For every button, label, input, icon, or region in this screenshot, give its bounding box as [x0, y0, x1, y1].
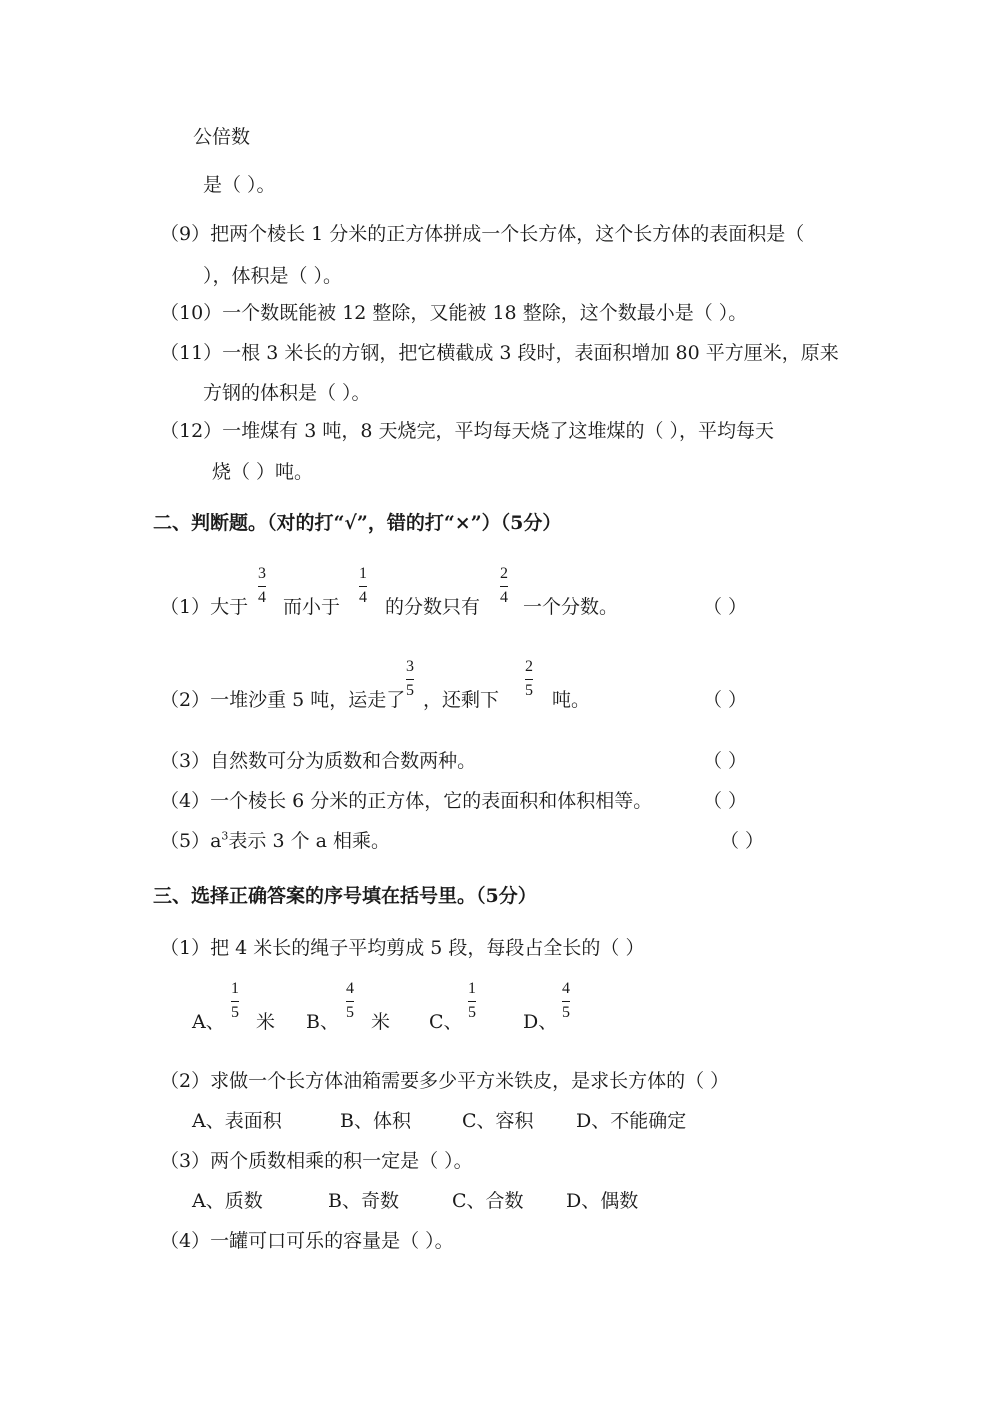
denominator: 4: [258, 589, 266, 606]
denominator: 4: [500, 589, 508, 606]
denominator: 5: [406, 682, 414, 699]
numerator: 2: [500, 565, 508, 582]
numerator: 3: [258, 565, 266, 582]
s2-q1-fraction-1: [254, 565, 270, 609]
s3-q1-option-b-unit: 米: [371, 1011, 391, 1033]
s3-q4: （4）一罐可口可乐的容量是（ ）。: [160, 1230, 454, 1252]
fraction-bar: [346, 1001, 354, 1002]
s2-q3: （3）自然数可分为质数和合数两种。: [160, 750, 477, 772]
s3-q1-option-d-label: D、: [523, 1011, 558, 1033]
section-2-heading: 二、判断题。（对的打“√”，错的打“×”）（5分）: [153, 512, 562, 534]
s2-q1-part-4: 一个分数。: [523, 596, 619, 618]
numerator: 3: [406, 658, 414, 675]
exponent: 3: [221, 829, 229, 843]
denominator: 5: [468, 1004, 476, 1021]
question-10: （10）一个数既能被 12 整除，又能被 18 整除，这个数最小是（ ）。: [160, 302, 748, 324]
denominator: 4: [359, 589, 367, 606]
question-9-line-2: ），体积是（ ）。: [203, 265, 343, 287]
s2-q2-part-1: （2）一堆沙重 5 吨，运走了: [160, 689, 406, 711]
s3-q3-option-d: D、偶数: [566, 1190, 639, 1212]
denominator: 5: [562, 1004, 570, 1021]
s2-q5-prefix: （5）a: [160, 830, 222, 852]
fraction-bar: [359, 586, 367, 587]
s2-q1-fraction-3: [496, 565, 512, 609]
numerator: 2: [525, 658, 533, 675]
denominator: 5: [525, 682, 533, 699]
s2-q2-part-2: ，还剩下: [423, 689, 500, 711]
s2-q1-part-1: （1）大于: [160, 596, 249, 618]
question-11-line-1: （11）一根 3 米长的方钢，把它横截成 3 段时，表面积增加 80 平方厘米，原来: [160, 342, 839, 364]
s3-q1-option-a-fraction: [227, 980, 243, 1024]
numerator: 1: [468, 980, 476, 997]
s2-q1-part-2: 而小于: [283, 596, 341, 618]
s3-q1-option-b-label: B、: [306, 1011, 339, 1033]
s2-q4-answer-bracket[interactable]: （ ）: [703, 790, 748, 812]
section-3-heading: 三、选择正确答案的序号填在括号里。（5分）: [153, 885, 537, 907]
numerator: 1: [359, 565, 367, 582]
s3-q1-option-c-fraction: [464, 980, 480, 1024]
s3-q1-option-d-fraction: [558, 980, 574, 1024]
s2-q2-answer-bracket[interactable]: （ ）: [703, 689, 748, 711]
fraction-bar: [406, 679, 414, 680]
s2-q2-fraction-2: [521, 658, 537, 702]
s3-q2-option-a: A、表面积: [192, 1110, 282, 1132]
s3-q3-option-b: B、奇数: [328, 1190, 399, 1212]
s3-q1-option-a-unit: 米: [256, 1011, 276, 1033]
s2-q5-suffix: 表示 3 个 a 相乘。: [228, 830, 390, 852]
question-11-line-2: 方钢的体积是（ ）。: [203, 382, 371, 404]
s3-q2: （2）求做一个长方体油箱需要多少平方米铁皮，是求长方体的（ ）: [160, 1070, 730, 1092]
question-9-line-1: （9）把两个棱长 1 分米的正方体拼成一个长方体，这个长方体的表面积是（: [160, 223, 805, 245]
question-12-line-1: （12）一堆煤有 3 吨，8 天烧完，平均每天烧了这堆煤的（ ），平均每天: [160, 420, 775, 442]
fraction-bar: [562, 1001, 570, 1002]
s3-q1-option-a-label: A、: [192, 1011, 225, 1033]
denominator: 5: [231, 1004, 239, 1021]
numerator: 4: [562, 980, 570, 997]
fraction-bar: [468, 1001, 476, 1002]
s3-q1: （1）把 4 米长的绳子平均剪成 5 段，每段占全长的（ ）: [160, 937, 645, 959]
numerator: 4: [346, 980, 354, 997]
s2-q1-part-3: 的分数只有: [385, 596, 481, 618]
s2-q3-answer-bracket[interactable]: （ ）: [703, 750, 748, 772]
s3-q2-option-c: C、容积: [462, 1110, 534, 1132]
s3-q3-option-c: C、合数: [452, 1190, 524, 1212]
fraction-bar: [525, 679, 533, 680]
s2-q2-part-3: 吨。: [552, 689, 591, 711]
s3-q3: （3）两个质数相乘的积一定是（ ）。: [160, 1150, 473, 1172]
s3-q2-option-d: D、不能确定: [576, 1110, 687, 1132]
s3-q1-option-c-label: C、: [429, 1011, 463, 1033]
s3-q2-option-b: B、体积: [340, 1110, 411, 1132]
line-answer-blank: 是（ ）。: [203, 174, 276, 196]
s2-q5: [160, 829, 390, 853]
s2-q1-fraction-2: [355, 565, 371, 609]
denominator: 5: [346, 1004, 354, 1021]
s2-q5-answer-bracket[interactable]: （ ）: [720, 830, 765, 852]
s2-q1-answer-bracket[interactable]: （ ）: [703, 596, 748, 618]
s2-q2-fraction-1: [402, 658, 418, 702]
fraction-bar: [500, 586, 508, 587]
numerator: 1: [231, 980, 239, 997]
fraction-bar: [231, 1001, 239, 1002]
line-common-multiple: 公倍数: [193, 126, 251, 148]
question-12-line-2: 烧（ ）吨。: [212, 461, 314, 483]
s2-q4: （4）一个棱长 6 分米的正方体，它的表面积和体积相等。: [160, 790, 653, 812]
s3-q3-option-a: A、质数: [192, 1190, 263, 1212]
s3-q1-option-b-fraction: [342, 980, 358, 1024]
fraction-bar: [258, 586, 266, 587]
